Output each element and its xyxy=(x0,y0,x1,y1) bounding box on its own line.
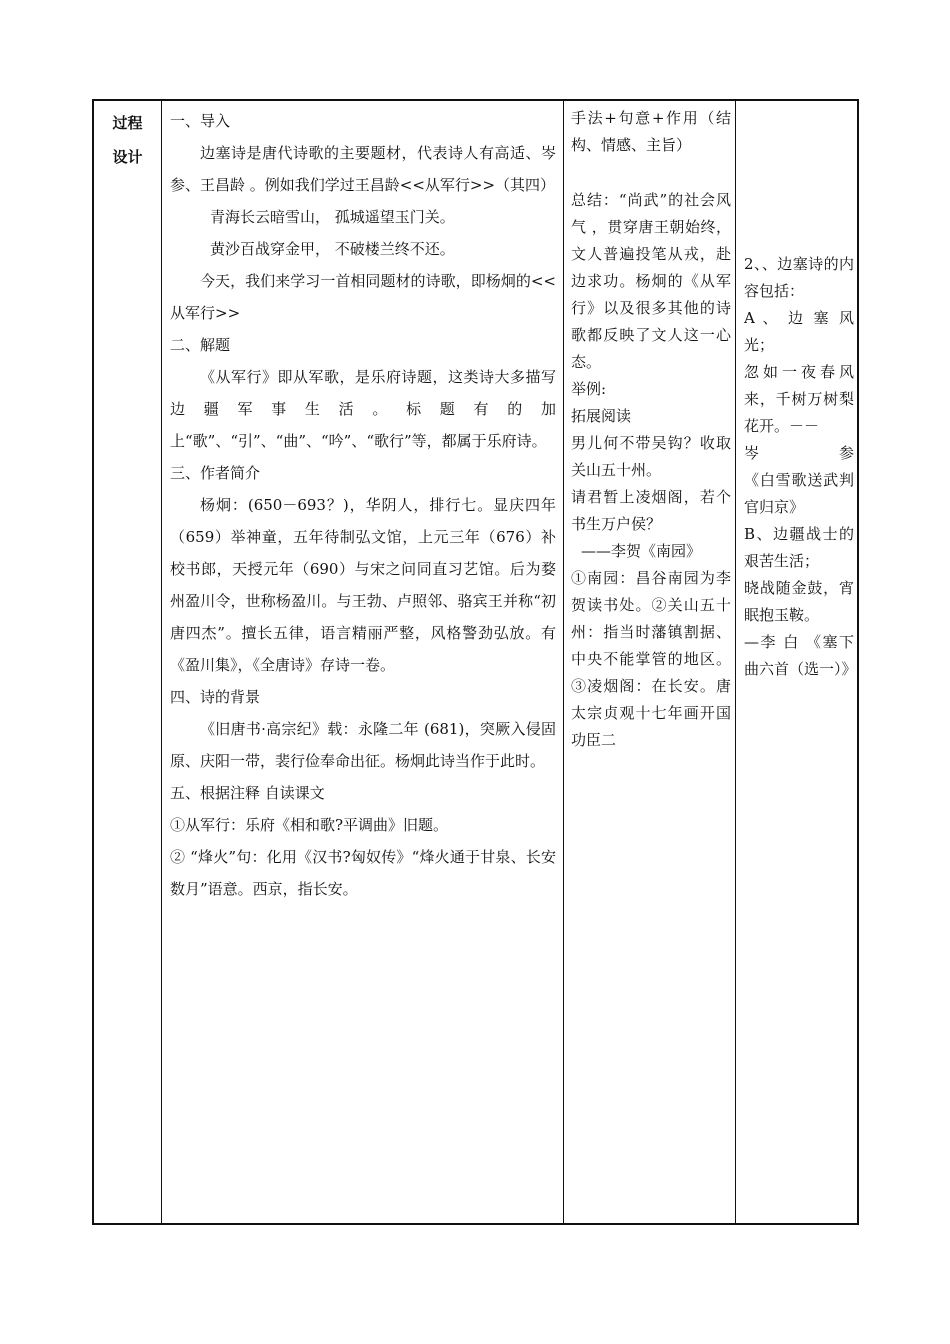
annotation-2: ② “烽火”句：化用《汉书?匈奴传》“烽火通于甘泉、长安数月”语意。西京，指长安。 xyxy=(170,848,556,898)
extended-poem-line-1: 男儿何不带吴钩？收取关山五十州。 xyxy=(571,434,731,479)
method-note: 手法+句意+作用（结构、情感、主旨） xyxy=(571,109,731,154)
category-a-source: 《白雪歌送武判官归京》 xyxy=(744,471,854,516)
lesson-plan-table xyxy=(92,99,859,1225)
section-3-title: 三、作者简介 xyxy=(170,464,261,482)
annotation-1: ①从军行：乐府《相和歌?平调曲》旧题。 xyxy=(170,816,449,834)
category-a-poem: 忽如一夜春风来，千树万树梨花开。－－ xyxy=(744,363,854,435)
extended-notes: ①南园：昌谷南园为李贺读书处。②关山五十州：指当时藩镇割据、中央不能掌管的地区。③凌烟阁：在长安。唐太宗贞观十七年画开国功臣二 xyxy=(571,569,731,749)
background-paragraph: 《旧唐书·高宗纪》载：永隆二年 (681)，突厥入侵固原、庆阳一带，裴行俭奉命出征。杨炯此诗当作于此时。 xyxy=(170,720,556,770)
section-4-title: 四、诗的背景 xyxy=(170,688,261,706)
category-a-author: 岑 参 xyxy=(744,444,854,462)
section-2-title: 二、解题 xyxy=(170,336,231,354)
section-2-paragraph: 《从军行》即从军歌，是乐府诗题，这类诗大多描写边疆军事生活。标题有的加上“歌”、“引”、“曲”、“吟”、“歌行”等，都属于乐府诗。 xyxy=(170,368,556,450)
extended-poem-attribution: ——李贺《南园》 xyxy=(581,542,702,560)
poem-line-1: 青海长云暗雪山， 孤城遥望玉门关。 xyxy=(210,208,455,226)
notes-cell xyxy=(564,101,735,1223)
section-1-paragraph: 边塞诗是唐代诗歌的主要题材，代表诗人有高适、岑参、王昌龄 。例如我们学过王昌龄<<从军行>>（其四） xyxy=(170,144,556,194)
row-header-cell xyxy=(94,101,161,1223)
example-label: 举例: xyxy=(571,380,607,398)
content-intro: 2、、边塞诗的内容包括： xyxy=(744,255,854,300)
category-a-title: A 、 边 塞 风光； xyxy=(744,309,854,354)
category-b-poem: 晓战随金鼓，宵眠抱玉鞍。 xyxy=(744,579,854,624)
spacer xyxy=(744,105,854,251)
category-b-title: B、边疆战士的艰苦生活； xyxy=(744,525,854,570)
main-content-cell xyxy=(162,101,563,1223)
extended-poem-line-2: 请君暂上凌烟阁，若个书生万户侯？ xyxy=(571,488,731,533)
section-1-title: 一、导入 xyxy=(170,112,231,130)
section-5-title: 五、根据注释 自读课文 xyxy=(170,784,325,802)
spacer xyxy=(571,159,731,187)
summary-note: 总结：“尚武”的社会风气 ，贯穿唐王朝始终，文人普遍投笔从戎，赴边求功。杨炯的《从军行》以及很多其他的诗歌都反映了文人这一心态。 xyxy=(571,191,731,371)
category-b-source: —李 白 《塞下曲六首（选一）》 xyxy=(744,633,857,678)
side-cell xyxy=(736,101,859,1223)
author-bio-paragraph: 杨炯：(650－693？)，华阴人，排行七。显庆四年（659）举神童，五年待制弘文馆，上元三年（676）补校书郎，天授元年（690）与宋之问同直习艺馆。后为婺州盈川令，世称杨盈川。与王勃、卢照邻、骆宾王并称“初唐四杰”。擅长五律，语言精丽严整，风格警劲弘放。有《盈川集》，《全唐诗》存诗一卷。 xyxy=(170,496,556,674)
row-header-line-1: 过程 xyxy=(112,114,143,132)
section-1-paragraph-2: 今天，我们来学习一首相同题材的诗歌，即杨炯的<<从军行>> xyxy=(170,272,556,322)
poem-line-2: 黄沙百战穿金甲， 不破楼兰终不还。 xyxy=(210,240,455,258)
extended-reading-label: 拓展阅读 xyxy=(571,407,632,425)
row-header-line-2: 设计 xyxy=(112,148,143,166)
